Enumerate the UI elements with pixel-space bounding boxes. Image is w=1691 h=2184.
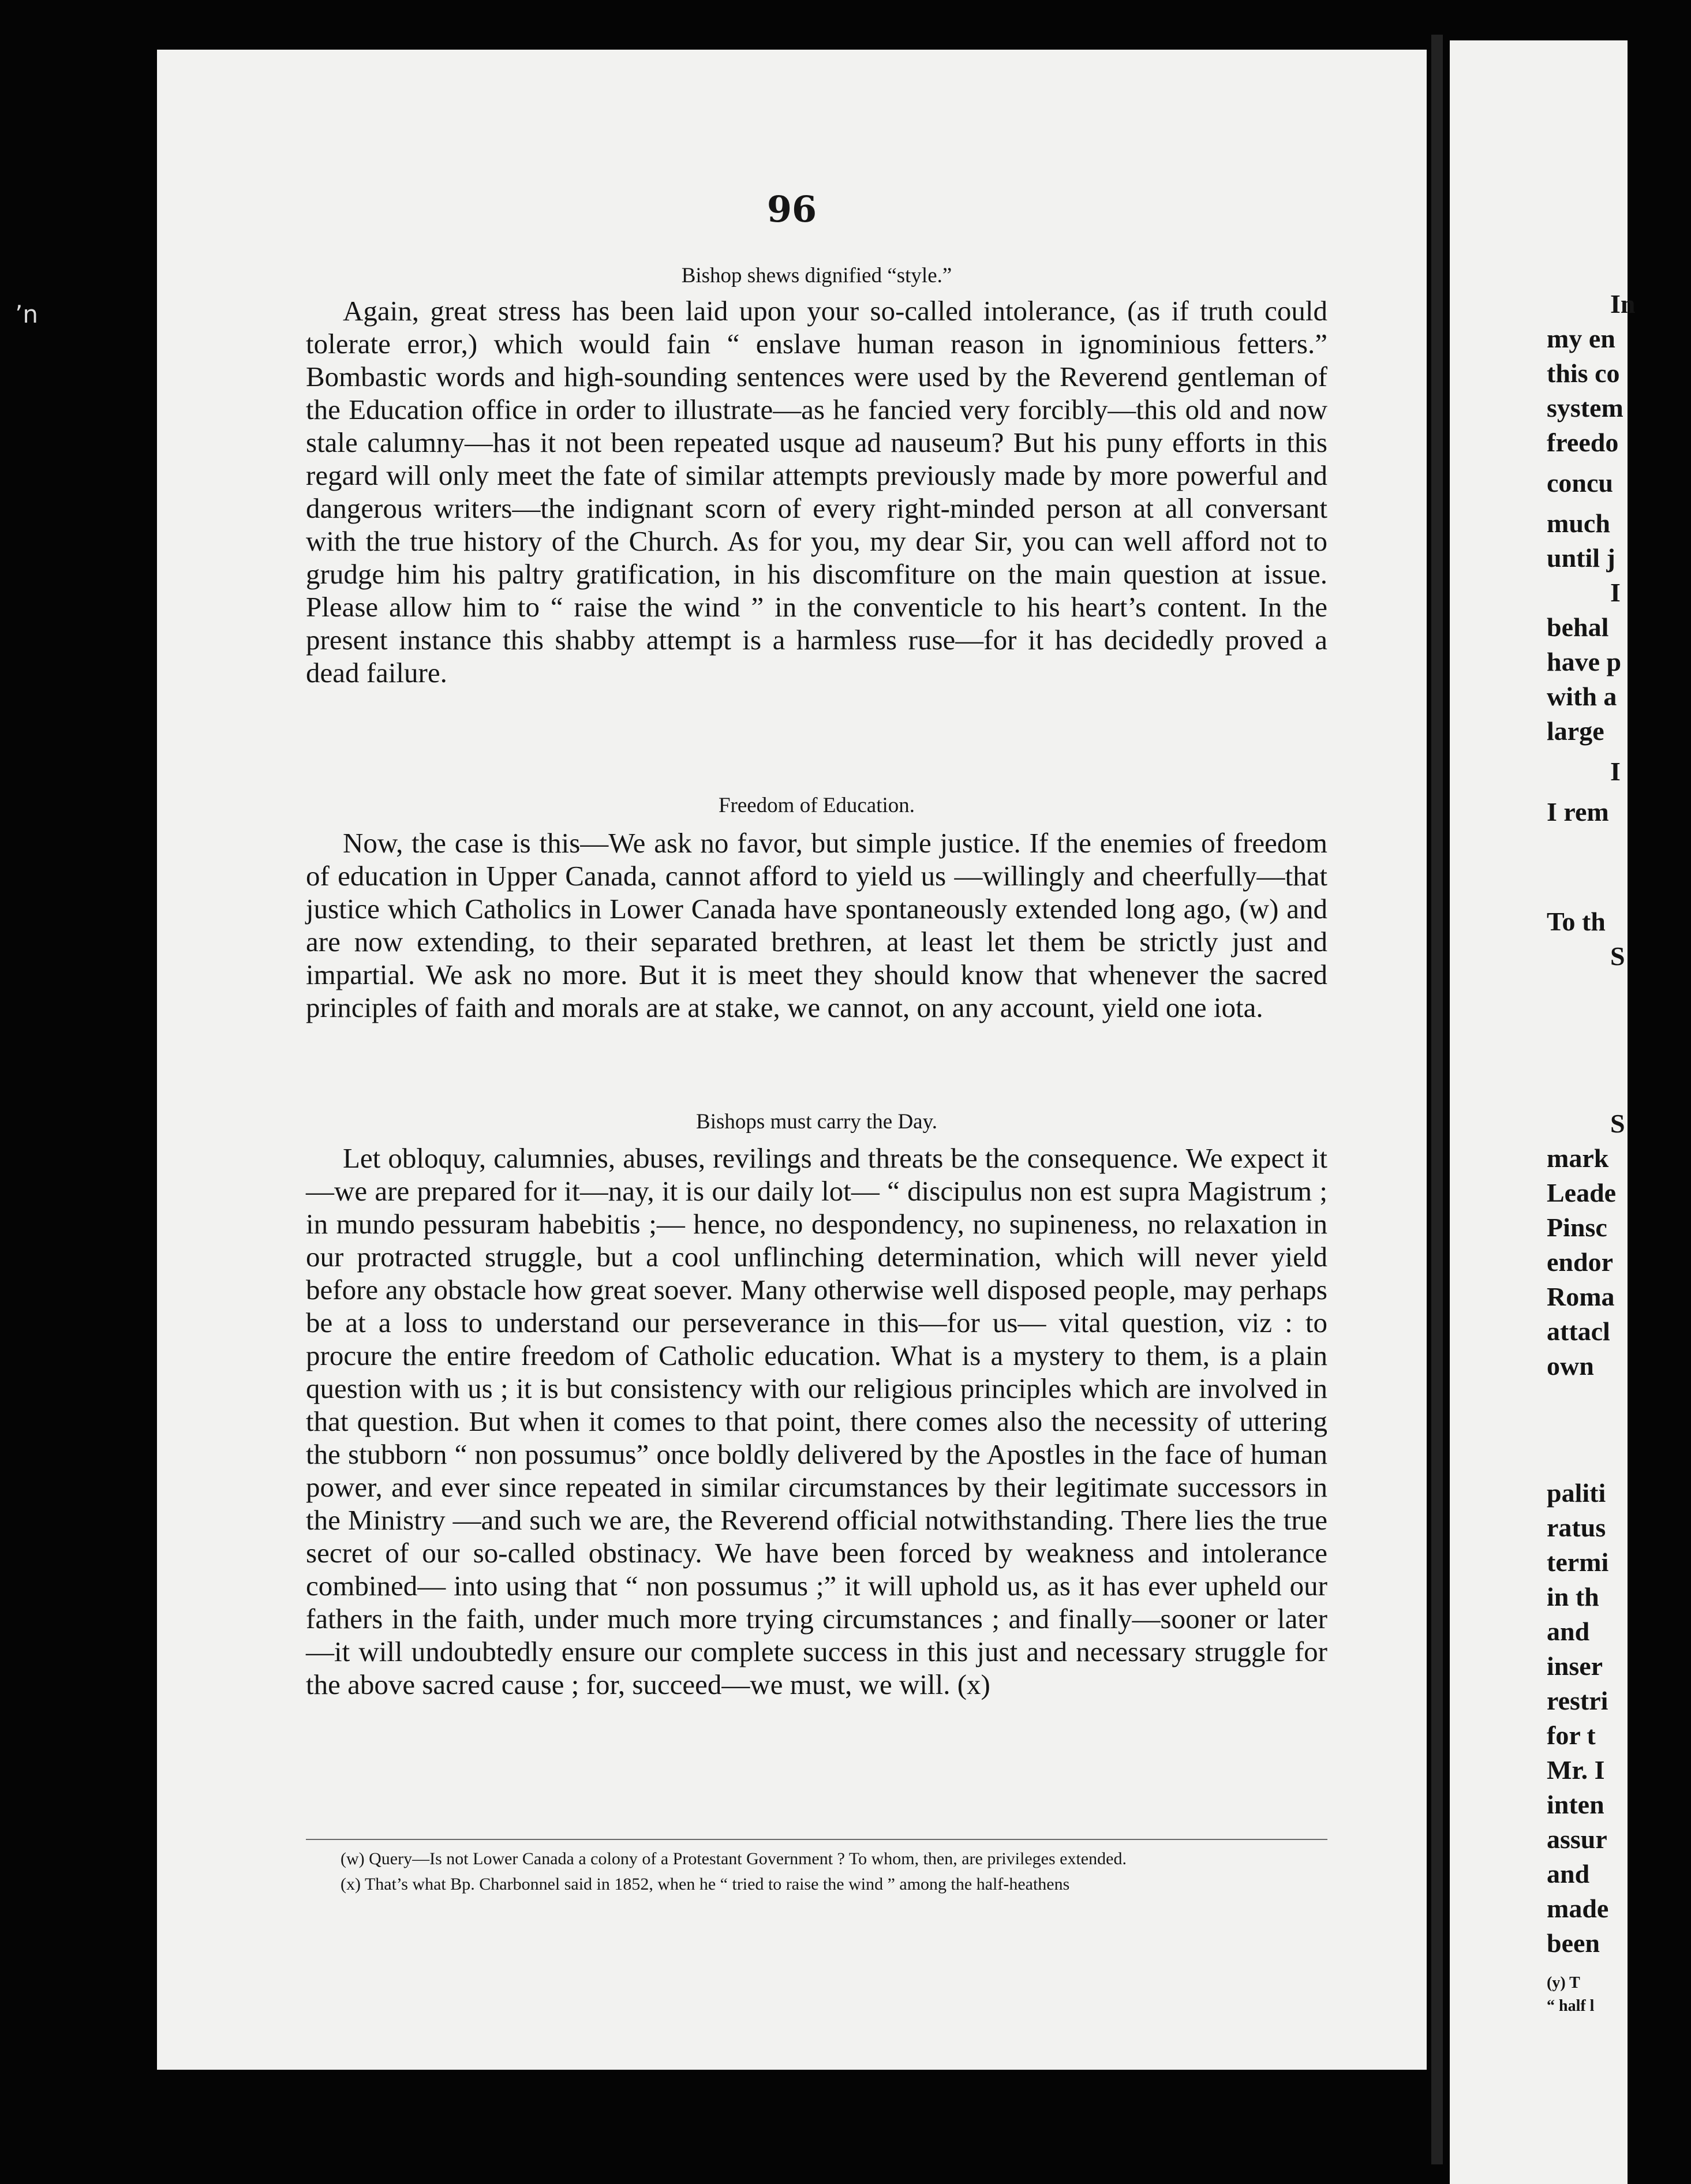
facing-page-fragment: “ half l [1547, 1997, 1595, 2015]
section-heading-freedom: Freedom of Education. [718, 794, 915, 817]
section-body-freedom [306, 827, 1327, 1024]
facing-page-fragment: I [1610, 757, 1621, 786]
facing-page-fragment: and [1547, 1617, 1590, 1646]
facing-page-fragment: Pinsc [1547, 1213, 1607, 1242]
facing-page-fragment: this co [1547, 358, 1620, 388]
facing-page-fragment: S [1610, 1109, 1625, 1138]
facing-page-fragment: behal [1547, 612, 1609, 642]
facing-page-fragment: In [1610, 289, 1636, 319]
facing-page-fragment: Roma [1547, 1282, 1615, 1311]
facing-page-fragment: (y) T [1547, 1974, 1580, 1992]
left-page [157, 50, 1427, 2070]
facing-page-fragment: much [1547, 508, 1610, 538]
facing-page-fragment: Mr. I [1547, 1755, 1605, 1785]
facing-page-fragment: own [1547, 1351, 1594, 1381]
section-body-style [306, 294, 1327, 689]
facing-page-fragment: freedo [1547, 428, 1619, 457]
page-number: 96 [766, 188, 817, 230]
facing-page-fragment: inser [1547, 1651, 1603, 1681]
facing-page-fragment: been [1547, 1928, 1600, 1958]
facing-page-fragment: in th [1547, 1582, 1599, 1611]
facing-page-fragment: with a [1547, 682, 1617, 711]
facing-page-fragment: concu [1547, 468, 1613, 498]
margin-mark: ʼn [15, 300, 38, 328]
facing-page-fragment: I rem [1547, 797, 1609, 827]
facing-page-fragment: To th [1547, 907, 1606, 936]
facing-page-fragment: have p [1547, 647, 1622, 676]
facing-page-fragment: restri [1547, 1686, 1608, 1715]
paragraph-intolerance: Again, great stress has been laid upon your so-called intolerance, (as if truth could tolerate error,) which would fain “ enslave human reason in ignominious fetters.” Bombastic words and high-sounding sentences were used by the Reverend gentleman of the Education office in order to illustrate—as he fancied very forcibly—this old and now stale calumny—has it not been repeated usque ad nauseum? But his puny efforts in this regard will only meet the fate of similar attempts previously made by more powerful and dangerous writers—the indignant scorn of every right-minded person at all conversant with the true history of the Church. As for you, my dear Sir, you can well afford not to grudge him his paltry gratification, in his discomfiture on the main question at issue. Please allow him to “ raise the wind ” in the conventicle to his heart’s content. In the present instance this shabby attempt is a harmless ruse—for it has decidedly proved a dead failure. [306, 295, 1327, 689]
facing-page-fragment: termi [1547, 1547, 1609, 1577]
section-body-bishops [306, 1142, 1327, 1701]
facing-page-fragment: inten [1547, 1790, 1604, 1819]
section-heading-bishops: Bishops must carry the Day. [696, 1110, 937, 1134]
section-heading-style: Bishop shews dignified “style.” [681, 264, 952, 287]
footnote-x: (x) That’s what Bp. Charbonnel said in 1852, when he “ tried to raise the wind ” among the half-heathens [341, 1875, 1070, 1894]
facing-page-fragment: S [1610, 941, 1625, 971]
facing-page-fragment: large [1547, 716, 1604, 746]
facing-page-fragment: made [1547, 1894, 1609, 1923]
facing-page-fragment: mark [1547, 1143, 1609, 1173]
facing-page-fragment: until j [1547, 543, 1615, 573]
facing-page-fragment: my en [1547, 324, 1615, 353]
book-spine [1431, 35, 1443, 2164]
facing-page-fragment: paliti [1547, 1478, 1606, 1508]
paragraph-obloquy: Let obloquy, calumnies, abuses, revilings and threats be the consequence. We expect it—we are prepared for it—nay, it is our daily lot— “ discipulus non est supra Magistrum ; in mundo pessuram habebitis ;— hence, no despondency, no supineness, no relaxation in our protracted struggle, but a cool unflinching determination, which will never yield before any obstacle how great soever. Many otherwise well disposed people, may perhaps be at a loss to understand our perseverance in this—for us— vital question, viz : to procure the entire freedom of Catholic education. What is a mystery to them, is a plain question with us ; it is but consistency with our religious principles which are involved in that question. But when it comes to that point, there comes also the necessity of uttering the stubborn “ non possumus” once boldly delivered by the Apostles in the face of human power, and ever since repeated in similar circumstances by their legitimate successors in the Ministry —and such we are, the Reverend official notwithstanding. There lies the true secret of our so-called obstinacy. We have been forced by weakness and intolerance combined— into using that “ non possumus ;” it will uphold us, as it has ever upheld our fathers in the faith, under much more trying circumstances ; and finally—sooner or later—it will undoubtedly ensure our complete success in this just and necessary struggle for the above sacred cause ; for, succeed—we must, we will. (x) [306, 1142, 1327, 1700]
facing-page-fragment: ratus [1547, 1513, 1606, 1542]
facing-page-fragment: assur [1547, 1824, 1607, 1854]
facing-page-fragment: system [1547, 393, 1623, 422]
footnote-w: (w) Query—Is not Lower Canada a colony of a Protestant Government ? To whom, then, are privileges extended. [341, 1849, 1127, 1868]
facing-page-fragment: I [1610, 578, 1621, 607]
facing-page-fragment: for t [1547, 1721, 1596, 1750]
footnotes [306, 1839, 1327, 1899]
facing-page-fragment: endor [1547, 1247, 1613, 1277]
facing-page-fragment: and [1547, 1859, 1590, 1888]
paragraph-justice: Now, the case is this—We ask no favor, but simple justice. If the enemies of freedom of education in Upper Canada, cannot afford to yield us —willingly and cheerfully—that justice which Catholics in Lower Canada have spontaneously extended long ago, (w) and are now extending, to their separated brethren, at least let them be strictly just and impartial. We ask no more. But it is meet they should know that whenever the sacred principles of faith and morals are at stake, we cannot, on any account, yield one iota. [306, 827, 1327, 1023]
facing-page-fragment: Leade [1547, 1178, 1617, 1207]
facing-page-fragment: attacl [1547, 1317, 1610, 1346]
